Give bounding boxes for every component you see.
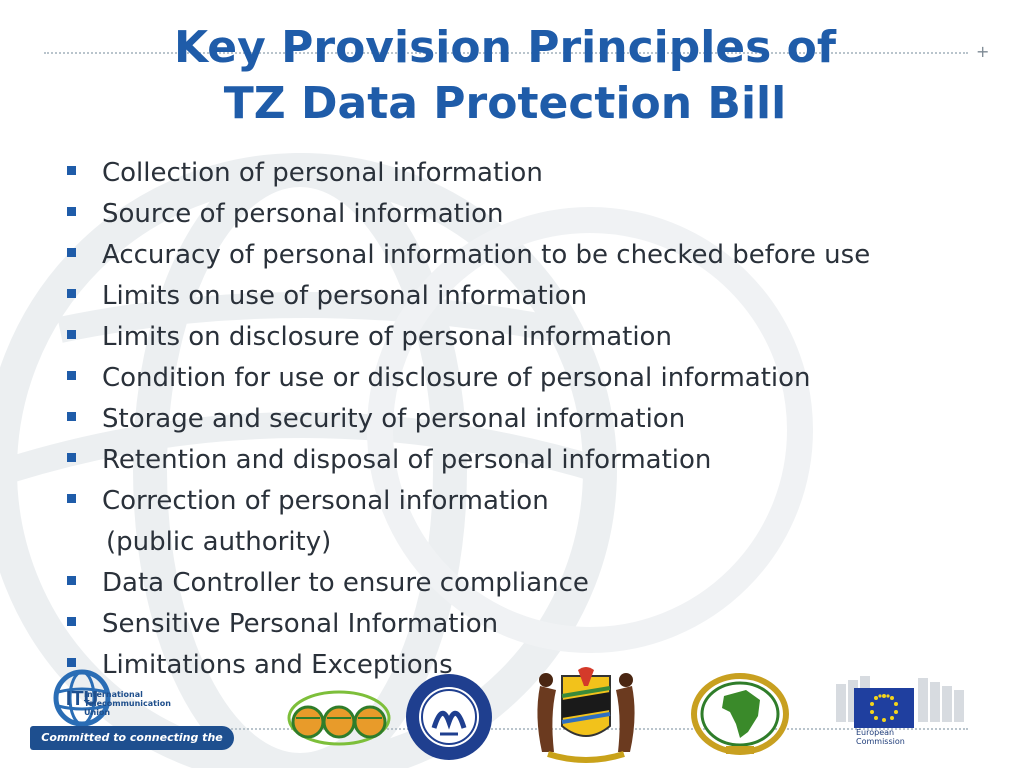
- list-item: [62, 440, 1002, 481]
- list-item-text: Sensitive Personal Information: [102, 609, 499, 639]
- bullet-square-icon: [67, 453, 76, 462]
- bullet-square-icon: [67, 617, 76, 626]
- bullet-square-icon: [67, 166, 76, 175]
- list-item: [62, 563, 1002, 604]
- list-item-text: Condition for use or disclosure of personal information: [102, 363, 811, 393]
- page-title: [0, 20, 1010, 132]
- list-item: [62, 235, 1002, 276]
- bullet-square-icon: [67, 330, 76, 339]
- bullet-square-icon: [67, 576, 76, 585]
- list-item-text: Correction of personal information: [102, 486, 549, 516]
- bullet-square-icon: [67, 371, 76, 380]
- list-item-text: Source of personal information: [102, 199, 504, 229]
- list-item-text: Data Controller to ensure compliance: [102, 568, 589, 598]
- list-item: [62, 358, 1002, 399]
- list-item: [62, 317, 1002, 358]
- list-item-text: Limitations and Exceptions: [102, 650, 453, 680]
- bullet-square-icon: [67, 412, 76, 421]
- logo-strip: [0, 660, 1024, 768]
- bullet-square-icon: [67, 248, 76, 257]
- list-item: [62, 153, 1002, 194]
- list-item: [62, 481, 1002, 522]
- itu-tagline: Committed to connecting the world: [30, 726, 234, 750]
- bullet-list: [62, 153, 1002, 686]
- itu-name-line: Union: [84, 708, 111, 717]
- plus-icon: +: [976, 42, 990, 61]
- list-item: [62, 194, 1002, 235]
- list-item-text: Retention and disposal of personal information: [102, 445, 712, 475]
- list-item-text: Accuracy of personal information to be checked before use: [102, 240, 871, 270]
- list-item-text: (public authority): [106, 527, 332, 557]
- tanzania-coat-of-arms-icon: [528, 666, 644, 766]
- list-item-text: Storage and security of personal information: [102, 404, 686, 434]
- african-union-logo-icon: [680, 672, 800, 760]
- itu-name: [84, 690, 171, 717]
- itu-name-line: Telecommunication: [84, 699, 171, 708]
- eu-label-line: Commission: [856, 737, 905, 746]
- sadc-logo-icon: [404, 672, 494, 762]
- list-item-text: Collection of personal information: [102, 158, 543, 188]
- title-line-2: TZ Data Protection Bill: [223, 78, 787, 129]
- itu-mark-text: ITU: [65, 688, 99, 710]
- bullet-square-icon: [67, 494, 76, 503]
- list-item: [62, 276, 1002, 317]
- bullet-square-icon: [67, 289, 76, 298]
- itu-name-line: International: [84, 690, 143, 699]
- acp-logo-icon: [286, 688, 392, 748]
- list-item-continuation: [62, 522, 1002, 563]
- list-item: [62, 399, 1002, 440]
- list-item-text: Limits on disclosure of personal information: [102, 322, 672, 352]
- list-item: [62, 604, 1002, 645]
- eu-label-line: European: [856, 728, 895, 737]
- bullet-square-icon: [67, 207, 76, 216]
- list-item-text: Limits on use of personal information: [102, 281, 588, 311]
- title-line-1: Key Provision Principles of: [173, 22, 837, 73]
- eu-label: [856, 728, 905, 746]
